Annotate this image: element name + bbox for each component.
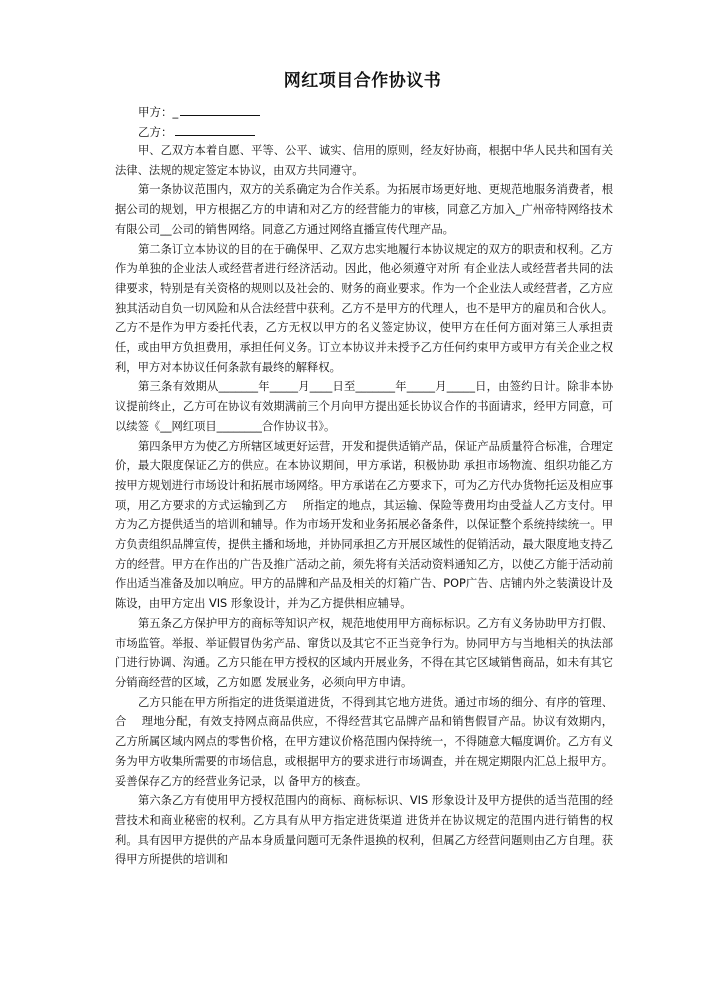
document-title: 网红项目合作协议书: [283, 71, 442, 91]
agreement-body: [115, 141, 613, 870]
party-b-line: [138, 124, 255, 139]
paragraph-article-4: 第四条甲方为使乙方所辖区域更好运营，开发和提供适销产品，保证产品质量符合标准，合理定价，最大限度保证乙方的供应。在本协议期间，甲方承诺，积极协助 承担市场物流、组织功能乙方按甲方规划进行市场设计和拓展市场网络。甲方承诺在乙方要求下，可为乙方代办货物托运及相应事项，用乙方要求的方式运输到乙方 所指定的地点，其运输、保险等费用均由受益人乙方支付。甲方为乙方提供适当的培训和辅导。作为市场开发和业务拓展必备条件，以保证整个系统持续统一。甲方负责组织品牌宣传，提供主播和场地，并协同承担乙方开展区域性的促销活动，最大限度地支持乙方的经营。甲方在作出的广告及推广活动之前，须先将有关活动资料通知乙方，以使乙方能于活动前作出适当准备及加以响应。甲方的品牌和产品及相关的灯箱广告、POP广告、店铺内外之装潢设计及陈设，由甲方定出 VIS 形象设计，并为乙方提供相应辅导。: [115, 439, 613, 611]
paragraph-preamble: 甲、乙双方本着自愿、平等、公平、诚实、信用的原则，经友好协商，根据中华人民共和国有关法律、法规的规定签定本协议，由双方共同遵守。: [115, 144, 613, 177]
party-a-line: [138, 104, 260, 119]
party-b-label: 乙方：: [138, 125, 173, 139]
paragraph-article-5-cont: 乙方只能在甲方所指定的进货渠道进货，不得到其它地方进货。通过市场的细分、有序的管理、合 理地分配，有效支持网点商品供应，不得经营其它品牌产品和销售假冒产品。协议有效期内，乙方所属区域内网点的零售价格，在甲方建议价格范围内保持统一，不得随意大幅度调价。乙方有义务为甲方收集所需要的市场信息，或根据甲方的要求进行市场调查，并在规定期限内汇总上报甲方。妥善保存乙方的经营业务记录，以 备甲方的核查。: [115, 695, 613, 788]
party-a-blank[interactable]: [180, 104, 260, 116]
paragraph-article-6: 第六条乙方有使用甲方授权范围内的商标、商标标识、VIS 形象设计及甲方提供的适当范围的经营技术和商业秘密的权利。乙方具有从甲方指定进货渠道 进货并在协议规定的范围内进行销售的权利。具有因甲方提供的产品本身质量问题可无条件退换的权利，但属乙方经营问题则由乙方自理。获得甲方所提供的培训和: [115, 794, 613, 867]
party-a-label: 甲方：_: [138, 105, 179, 119]
party-b-blank[interactable]: [175, 124, 255, 136]
paragraph-article-3: 第三条有效期从_______年_____月____日至_______年_____月_____日，由签约日计。除非本协议提前终止，乙方可在协议有效期满前三个月向甲方提出延长协议合作的书面请求，经甲方同意，可以续签《__网红项目________合作协议书》。: [115, 380, 613, 433]
paragraph-article-2: 第二条订立本协议的目的在于确保甲、乙双方忠实地履行本协议规定的双方的职责和权利。乙方作为单独的企业法人或经营者进行经济活动。因此，他必须遵守对所 有企业法人或经营者共同的法律要求，特别是有关资格的规则以及社会的、财务的商业要求。作为一个企业法人或经营者，乙方应独其活动自负一切风险和从合法经营中获利。乙方不是甲方的代理人，也不是甲方的雇员和合伙人。乙方不是作为甲方委托代表，乙方无权以甲方的名义签定协议，使甲方在任何方面对第三人承担责任，或由甲方负担费用，承担任何义务。订立本协议并未授予乙方任何约束甲方或甲方有关企业之权利，甲方对本协议任何条款有最终的解释权。: [115, 242, 613, 374]
paragraph-article-1: 第一条协议范围内，双方的关系确定为合作关系。为拓展市场更好地、更规范地服务消费者，根据公司的规划，甲方根据乙方的申请和对乙方的经营能力的审核，同意乙方加入_广州帝特网络技术有限公司__公司的销售网络。同意乙方通过网络直播宣传代理产品。: [115, 183, 613, 236]
paragraph-article-5: 第五条乙方保护甲方的商标等知识产权，规范地使用甲方商标标识。乙方有义务协助甲方打假、市场监管。举报、举证假冒伪劣产品、窜货以及其它不正当竞争行为。协同甲方与当地相关的执法部门进行协调、沟通。乙方只能在甲方授权的区域内开展业务，不得在其它区域销售商品，如未有其它分销商经营的区域，乙方如愿 发展业务，必须向甲方申请。: [115, 616, 613, 689]
